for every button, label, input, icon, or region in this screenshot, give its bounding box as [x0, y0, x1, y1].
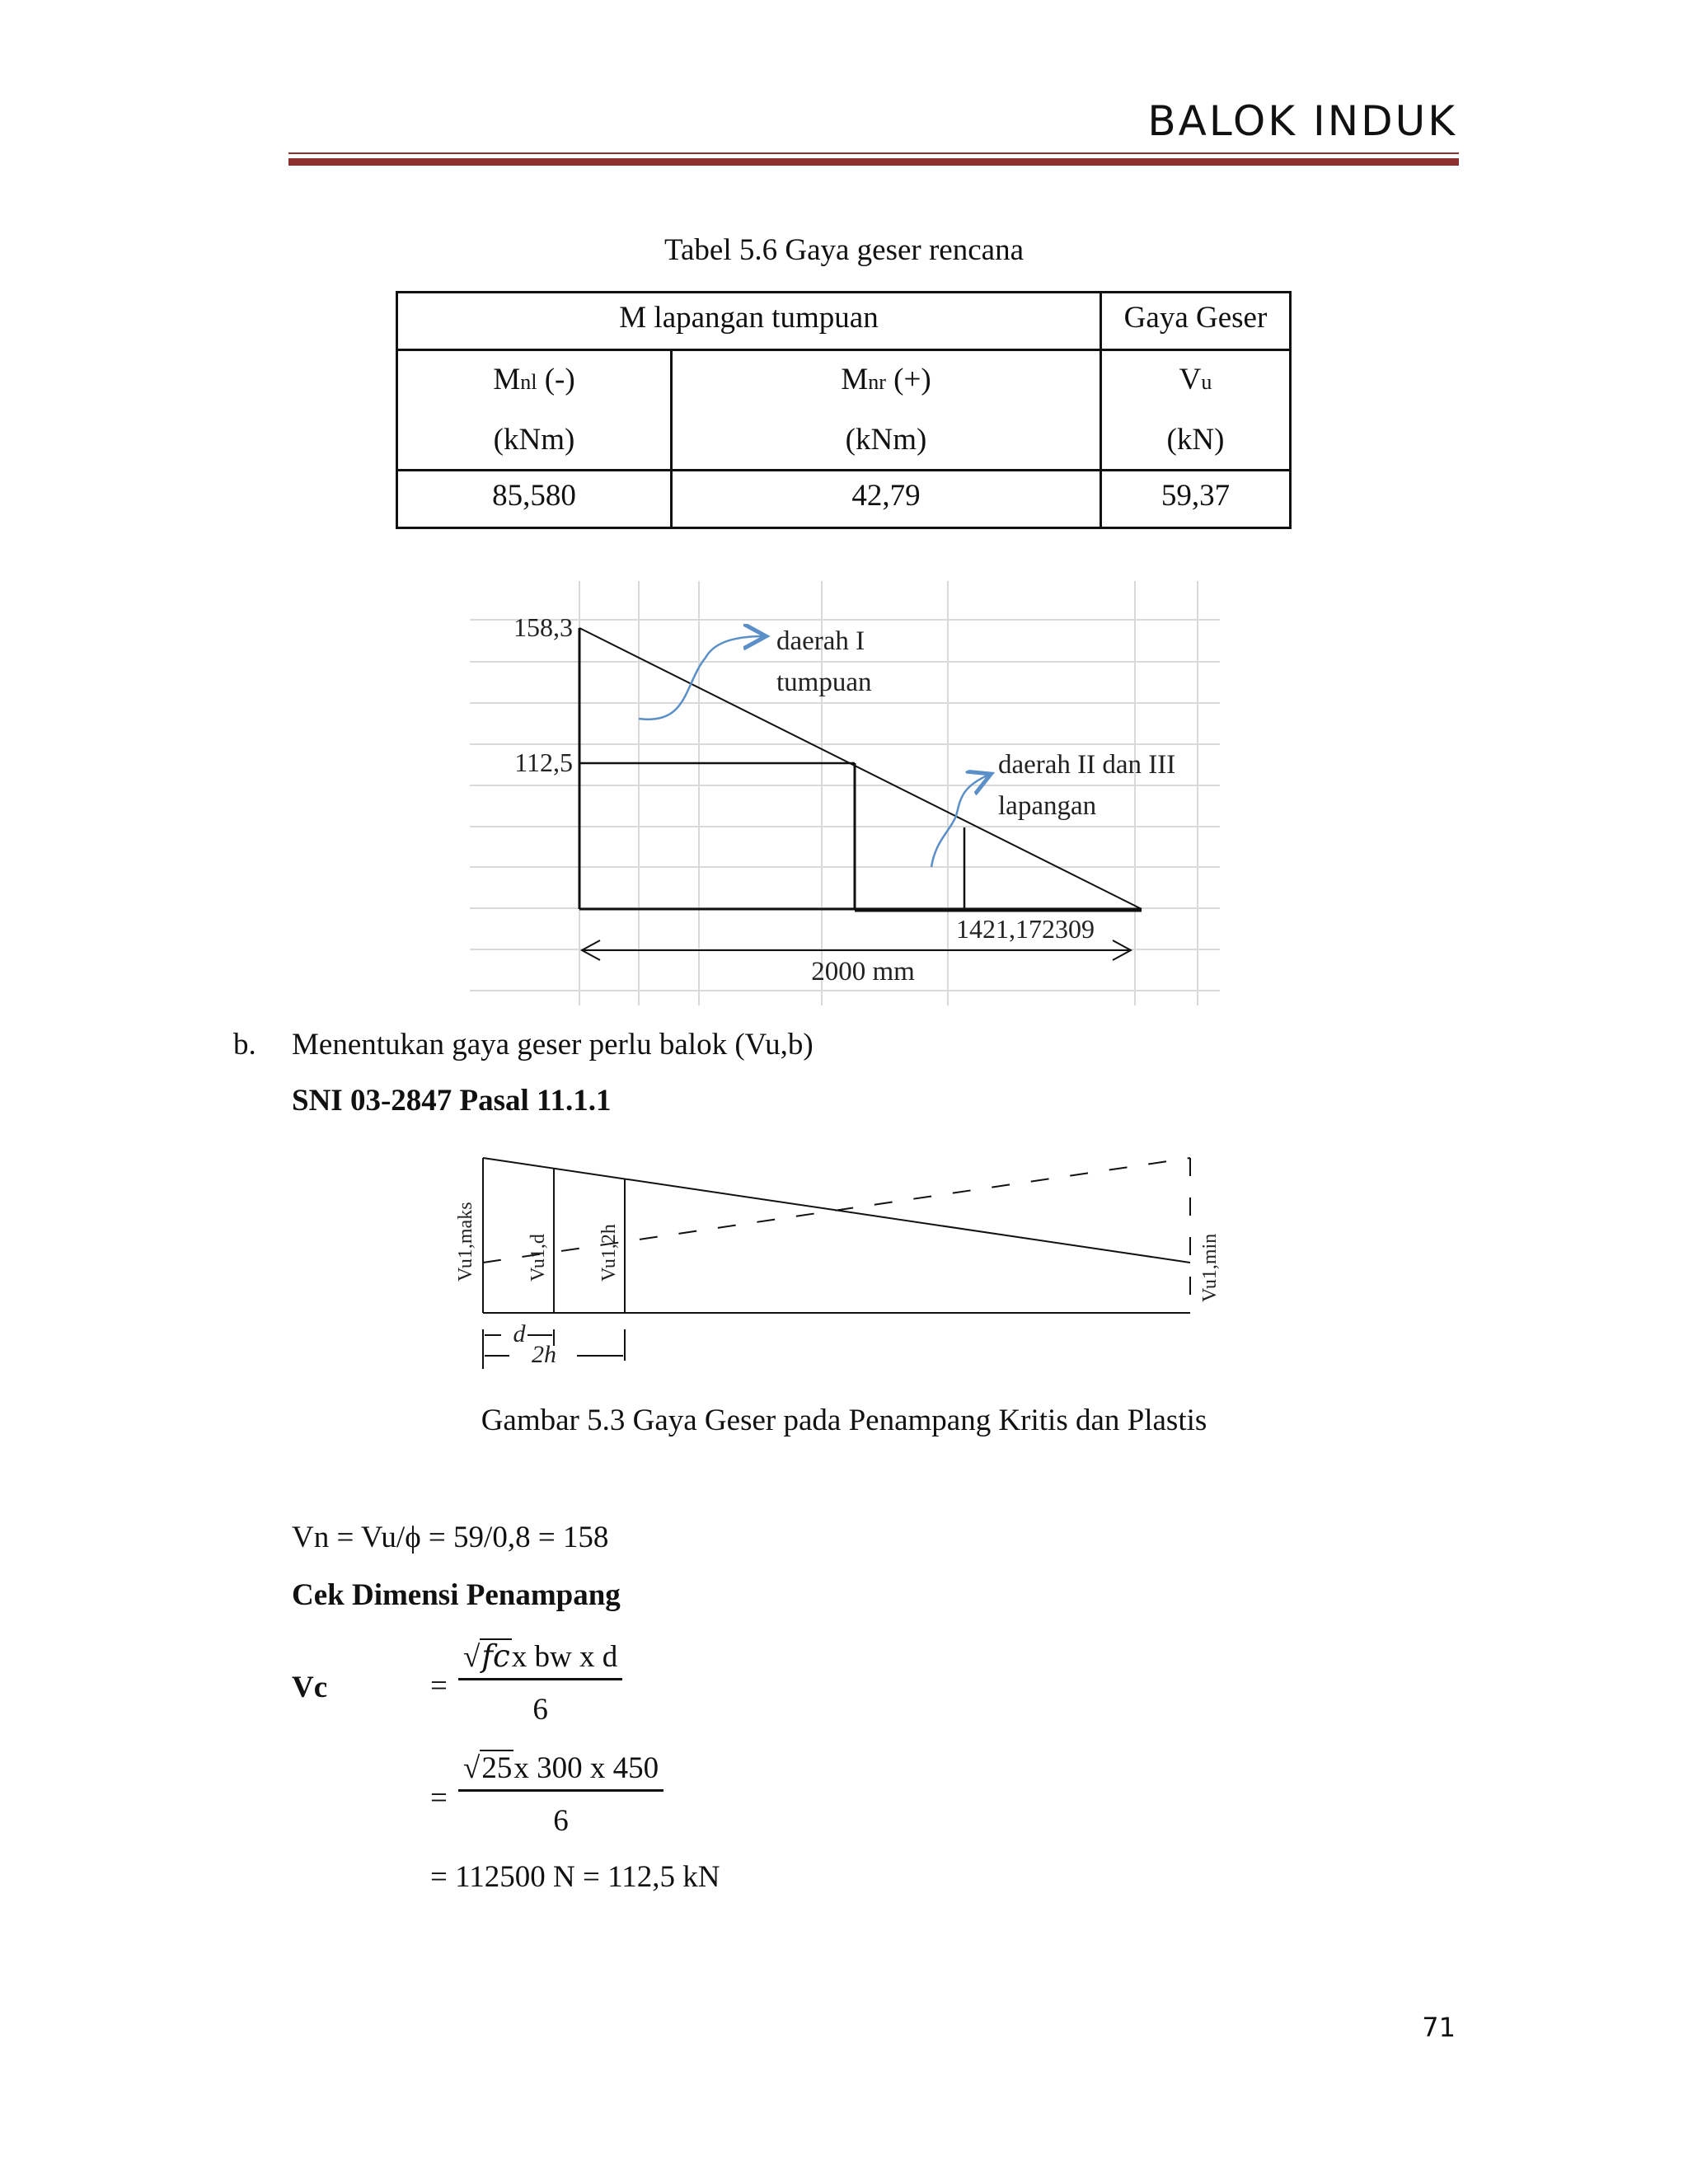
table-value-vu: 59,37: [1100, 471, 1290, 528]
page-number: 71: [1422, 2012, 1456, 2043]
dimension-d-label: d: [513, 1320, 526, 1347]
annotation-zone1-line1: daerah I: [776, 626, 865, 656]
critical-section-diagram: [445, 1141, 1245, 1389]
figure-caption: Gambar 5.3 Gaya Geser pada Penampang Kritis dan Plastis: [481, 1404, 1207, 1437]
annotation-zone2-line2: lapangan: [998, 791, 1097, 821]
header-rule-thick: [288, 158, 1459, 166]
annotation-zone2-line1: daerah II dan III: [998, 750, 1176, 780]
table-group-header-shear: Gaya Geser: [1100, 293, 1290, 350]
section-subtitle: Cek Dimensi Penampang: [292, 1578, 621, 1612]
header-rule-thin: [288, 152, 1459, 154]
eq1-numerator: √𝑓𝑐x bw x d: [458, 1638, 622, 1680]
list-item-letter: b.: [233, 1028, 256, 1062]
eq2-denominator: 6: [553, 1804, 569, 1838]
eq2-equals: =: [430, 1781, 448, 1815]
eq2-sqrt-term: 25: [481, 1751, 513, 1785]
label-vu-d: Vu1,d: [528, 1234, 549, 1282]
shear-diagram: [462, 577, 1228, 1010]
list-item-text: Menentukan gaya geser perlu balok (Vu,b): [292, 1028, 814, 1062]
sni-reference: SNI 03-2847 Pasal 11.1.1: [292, 1084, 612, 1118]
label-vu-min: Vu1,min: [1199, 1233, 1221, 1302]
point-label: 1421,172309: [956, 914, 1095, 944]
eq2-fraction: [458, 1750, 663, 1839]
annotation-zone1-line2: tumpuan: [776, 668, 872, 697]
eq1-fraction: [458, 1638, 622, 1727]
table-caption: Tabel 5.6 Gaya geser rencana: [663, 233, 1025, 267]
table-value-mnr: 42,79: [672, 471, 1101, 528]
label-vu-maks: Vu1,maks: [455, 1202, 476, 1282]
beam-outline: [483, 1158, 1190, 1313]
vn-equation: Vn = Vu/ϕ = 59/0,8 = 158: [292, 1521, 609, 1554]
vc-label: Vc: [292, 1671, 328, 1704]
shear-force-table: [396, 291, 1292, 529]
table-value-mnl: 85,580: [397, 471, 672, 528]
span-label: 2000 mm: [811, 957, 915, 987]
eq1-denominator: 6: [532, 1693, 548, 1727]
eq2-numerator: √25x 300 x 450: [458, 1750, 663, 1792]
eq1-sqrt-term: 𝑓𝑐: [481, 1640, 510, 1674]
eq1-equals: =: [430, 1669, 448, 1703]
table-col-vu: Vu (kN): [1100, 350, 1290, 471]
label-vu-2h: Vu1,2h: [598, 1224, 620, 1282]
dimension-2h-label: 2h: [532, 1341, 556, 1368]
y-label-vc: 112,5: [514, 748, 573, 777]
vc-result: = 112500 N = 112,5 kN: [430, 1860, 720, 1894]
table-group-header-moment: M lapangan tumpuan: [397, 293, 1101, 350]
y-label-max: 158,3: [513, 612, 573, 642]
table-col-mnl: Mnl (-) (kNm): [397, 350, 672, 471]
page-header-title: BALOK INDUK: [1147, 97, 1457, 145]
table-col-mnr: Mnr (+) (kNm): [672, 350, 1101, 471]
